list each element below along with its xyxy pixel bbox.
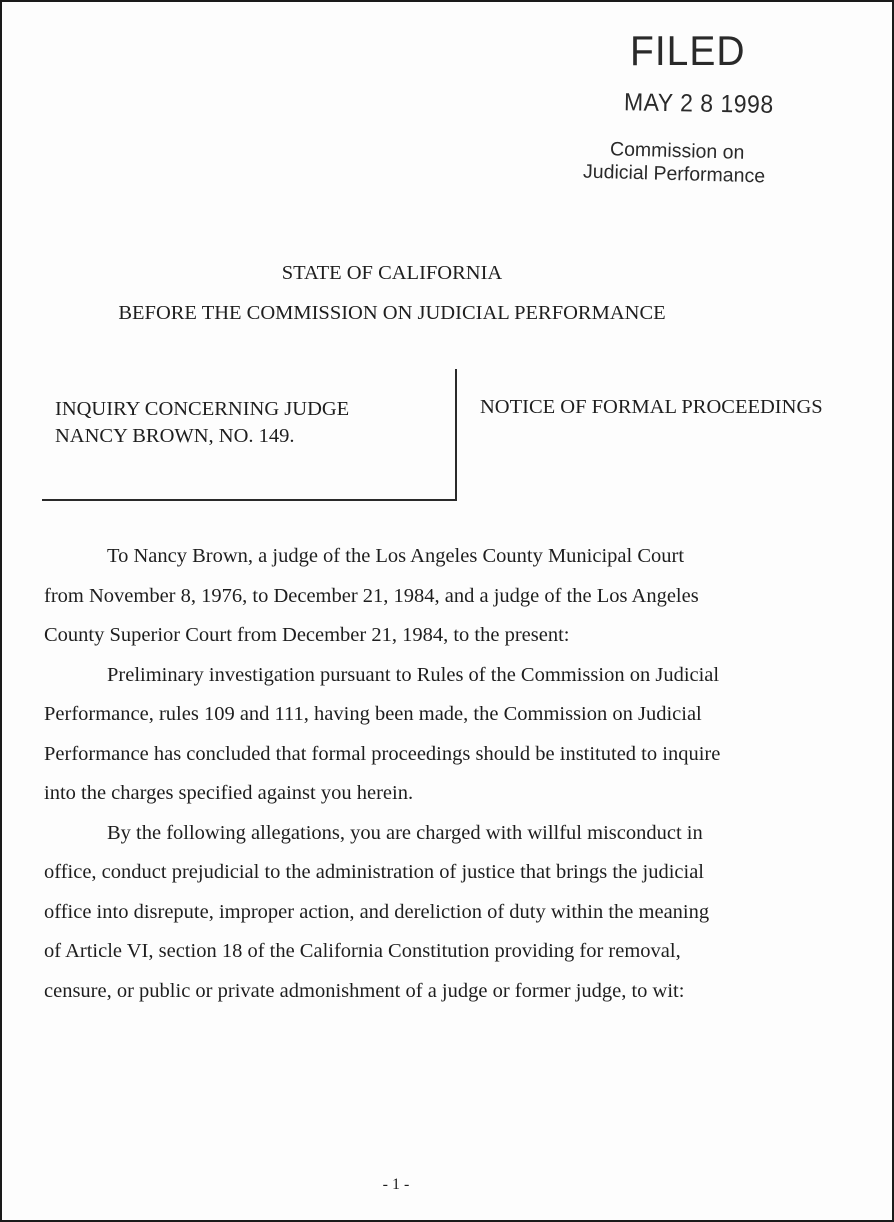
case-caption-line2: NANCY BROWN, NO. 149. bbox=[55, 425, 295, 447]
paragraph-addressee: To Nancy Brown, a judge of the Los Angeles County Municipal Court from November 8, 1976, to December 21, 1984, and a judge of the Los Angeles County Superior Court from December 21, 1984, to the present: bbox=[44, 545, 699, 646]
paragraph-charges: By the following allegations, you are charged with willful misconduct in office, conduct prejudicial to the administration of justice that brings the judicial office into disrepute, improper action, and dereliction of duty within the meaning of Article VI, section 18 of the California Constitution providing for removal, censure, or public or private admonishment of a judge or former judge, to wit: bbox=[44, 821, 710, 1002]
paragraph-investigation: Preliminary investigation pursuant to Rules of the Commission on Judicial Performance, rules 109 and 111, having been made, the Commission on Judicial Performance has concluded that formal proceedings should be instituted to inquire into the charges specified against you herein. bbox=[44, 663, 721, 804]
filed-stamp-commission-line2: Judicial Performance bbox=[582, 160, 766, 188]
filed-stamp: FILED bbox=[630, 28, 746, 75]
case-caption-line1: INQUIRY CONCERNING JUDGE bbox=[55, 398, 350, 420]
caption-horizontal-rule bbox=[42, 499, 457, 501]
filed-stamp-date: MAY 2 8 1998 bbox=[623, 87, 774, 119]
case-caption bbox=[55, 396, 349, 450]
filed-stamp-commission-line1: Commission on bbox=[609, 138, 745, 164]
heading-state: STATE OF CALIFORNIA bbox=[281, 262, 503, 284]
page-number: - 1 - bbox=[382, 1176, 410, 1193]
document-title: NOTICE OF FORMAL PROCEEDINGS bbox=[480, 396, 823, 418]
heading-commission: BEFORE THE COMMISSION ON JUDICIAL PERFORMANCE bbox=[118, 302, 666, 324]
caption-vertical-rule bbox=[455, 369, 457, 500]
body-text bbox=[44, 537, 724, 1011]
